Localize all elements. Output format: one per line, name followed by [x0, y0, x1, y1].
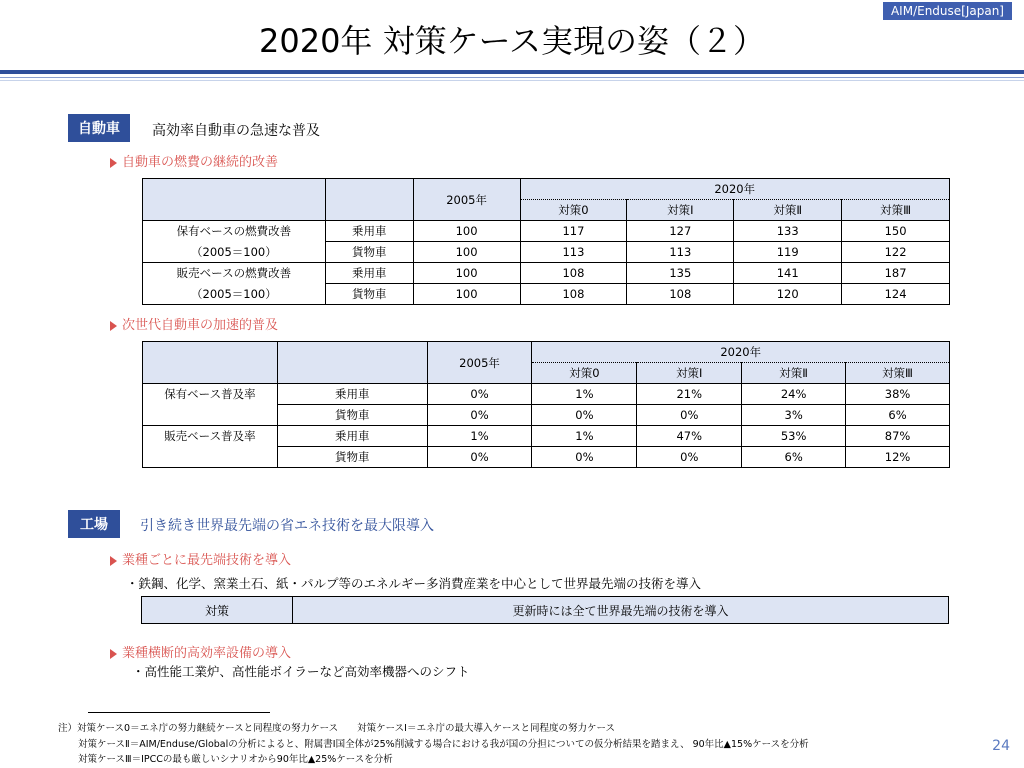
nextgen-table-sub: 対策Ⅰ — [637, 363, 742, 384]
cell: 1% — [427, 426, 532, 447]
cell: 187 — [842, 263, 950, 284]
header — [0, 0, 1024, 70]
page-title: 2020年 対策ケース実現の姿（２） — [258, 22, 765, 60]
cell: 0% — [427, 384, 532, 405]
table-row — [143, 242, 950, 263]
row-type: 貨物車 — [325, 284, 413, 305]
row-type: 乗用車 — [325, 263, 413, 284]
row-label: 販売ベースの燃費改善 — [143, 263, 326, 284]
cell: 24% — [742, 384, 846, 405]
cell: 3% — [742, 405, 846, 426]
row-type: 乗用車 — [277, 426, 427, 447]
fuel-table-sub: 対策0 — [520, 200, 627, 221]
row-type: 貨物車 — [325, 242, 413, 263]
car-bullet-2 — [110, 314, 278, 333]
car-bullet-1-text: 自動車の燃費の継続的改善 — [122, 155, 279, 170]
cell: 108 — [627, 284, 734, 305]
bullet-triangle-icon — [110, 649, 117, 659]
car-bullet-1 — [110, 151, 278, 170]
cell: 100 — [413, 284, 520, 305]
row-label: 保有ベース普及率 — [143, 384, 278, 405]
row-label: 販売ベース普及率 — [143, 426, 278, 447]
cell: 1% — [532, 426, 637, 447]
nextgen-table-h2020: 2020年 — [532, 342, 950, 363]
nextgen-table-sub: 対策0 — [532, 363, 637, 384]
fuel-table-sub: 対策Ⅲ — [842, 200, 950, 221]
cell: 1% — [532, 384, 637, 405]
fuel-table-h2005: 2005年 — [413, 179, 520, 221]
row-type: 乗用車 — [325, 221, 413, 242]
fuel-table-h2020: 2020年 — [520, 179, 949, 200]
row-type: 貨物車 — [277, 447, 427, 468]
cell: 0% — [637, 405, 742, 426]
cell: 124 — [842, 284, 950, 305]
nextgen-table — [142, 341, 950, 468]
page-number: 24 — [992, 738, 1010, 754]
cell: 87% — [846, 426, 950, 447]
header-rule-faint — [0, 80, 1024, 81]
fuel-table-corner — [143, 179, 326, 221]
car-badge: 自動車 — [68, 114, 130, 142]
factory-bullet-2-text: 業種横断的高効率設備の導入 — [122, 646, 292, 661]
cell: 135 — [627, 263, 734, 284]
factory-badge: 工場 — [68, 510, 120, 538]
cell: 150 — [842, 221, 950, 242]
row-type: 貨物車 — [277, 405, 427, 426]
cell: 113 — [627, 242, 734, 263]
table-row — [143, 221, 950, 242]
header-rule-thin — [0, 77, 1024, 78]
table-row — [143, 263, 950, 284]
footnote-2: 対策ケースⅡ＝AIM/Enduse/Globalの分析によると、附属書Ⅰ国全体が25%削減する場合における我が国の分担についての仮分析結果を踏まえ、 90年比▲15%ケースを分析 — [78, 739, 809, 750]
row-label — [143, 405, 278, 426]
cell: 38% — [846, 384, 950, 405]
footnote-3: 対策ケースⅢ＝IPCCの最も厳しいシナリオから90年比▲25%ケースを分析 — [78, 754, 393, 765]
table-row — [143, 426, 950, 447]
row-label: 保有ベースの燃費改善 — [143, 221, 326, 242]
factory-line-2: ・高性能工業炉、高性能ボイラーなど高効率機器へのシフト — [132, 664, 470, 679]
factory-bullet-1-text: 業種ごとに最先端技術を導入 — [122, 553, 292, 568]
car-bullet-2-text: 次世代自動車の加速的普及 — [122, 318, 279, 333]
cell: 0% — [427, 405, 532, 426]
factory-table-label: 対策 — [142, 597, 293, 624]
factory-table-value: 更新時には全て世界最先端の技術を導入 — [293, 597, 949, 624]
nextgen-table-sub: 対策Ⅲ — [846, 363, 950, 384]
cell: 100 — [413, 263, 520, 284]
footnote-rule — [88, 712, 270, 713]
factory-headline: 引き続き世界最先端の省エネ技術を最大限導入 — [140, 518, 434, 534]
cell: 6% — [846, 405, 950, 426]
row-label: （2005＝100） — [143, 242, 326, 263]
cell: 0% — [637, 447, 742, 468]
nextgen-table-corner-2 — [277, 342, 427, 384]
table-row — [143, 284, 950, 305]
cell: 0% — [532, 405, 637, 426]
cell: 0% — [427, 447, 532, 468]
cell: 120 — [734, 284, 842, 305]
fuel-table — [142, 178, 950, 305]
fuel-table-corner-2 — [325, 179, 413, 221]
factory-table — [141, 596, 949, 624]
cell: 21% — [637, 384, 742, 405]
cell: 117 — [520, 221, 627, 242]
table-row — [143, 447, 950, 468]
row-label — [143, 447, 278, 468]
footnote-1: 注）対策ケース0＝エネ庁の努力継続ケースと同程度の努力ケース 対策ケースⅠ＝エネ庁の最大導入ケースと同程度の努力ケース — [58, 723, 615, 734]
nextgen-table-sub: 対策Ⅱ — [742, 363, 846, 384]
factory-bullet-2 — [110, 642, 291, 661]
cell: 119 — [734, 242, 842, 263]
cell: 141 — [734, 263, 842, 284]
cell: 0% — [532, 447, 637, 468]
cell: 122 — [842, 242, 950, 263]
bullet-triangle-icon — [110, 556, 117, 566]
cell: 108 — [520, 263, 627, 284]
factory-line-1: ・鉄鋼、化学、窯業土石、紙・パルプ等のエネルギー多消費産業を中心として世界最先端の技術を導入 — [126, 576, 702, 591]
cell: 108 — [520, 284, 627, 305]
cell: 100 — [413, 242, 520, 263]
cell: 6% — [742, 447, 846, 468]
car-headline: 高効率自動車の急速な普及 — [152, 123, 320, 139]
nextgen-table-corner — [143, 342, 278, 384]
cell: 133 — [734, 221, 842, 242]
cell: 47% — [637, 426, 742, 447]
bullet-triangle-icon — [110, 321, 117, 331]
cell: 53% — [742, 426, 846, 447]
cell: 100 — [413, 221, 520, 242]
nextgen-table-h2005: 2005年 — [427, 342, 532, 384]
fuel-table-sub: 対策Ⅱ — [734, 200, 842, 221]
row-type: 乗用車 — [277, 384, 427, 405]
bullet-triangle-icon — [110, 158, 117, 168]
cell: 127 — [627, 221, 734, 242]
row-label: （2005＝100） — [143, 284, 326, 305]
fuel-table-sub: 対策Ⅰ — [627, 200, 734, 221]
header-tag: AIM/Enduse[Japan] — [883, 2, 1012, 20]
cell: 12% — [846, 447, 950, 468]
table-row — [143, 384, 950, 405]
cell: 113 — [520, 242, 627, 263]
header-rule — [0, 70, 1024, 74]
table-row — [143, 405, 950, 426]
factory-bullet-1 — [110, 549, 291, 568]
